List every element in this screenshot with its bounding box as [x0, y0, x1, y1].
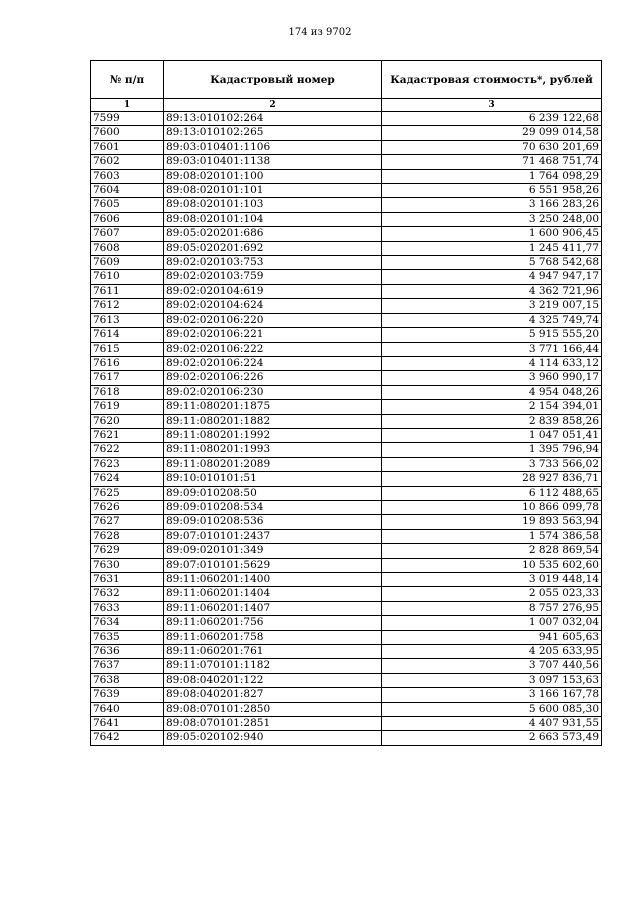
table-row: [91, 155, 602, 169]
table-row: [91, 500, 602, 514]
cadastral-value-cell: 3 733 566,02: [382, 457, 602, 471]
table-row: [91, 414, 602, 428]
table-row: [91, 688, 602, 702]
row-number-cell: 7637: [91, 659, 164, 673]
row-number-cell: 7609: [91, 256, 164, 270]
cadastral-number-cell: 89:05:020201:686: [164, 227, 382, 241]
cadastral-value-cell: 4 325 749,74: [382, 313, 602, 327]
row-number-cell: 7600: [91, 126, 164, 140]
table-row: [91, 659, 602, 673]
row-number-cell: 7642: [91, 731, 164, 745]
column-number-3: 3: [382, 99, 602, 112]
cadastral-value-cell: 1 395 796,94: [382, 443, 602, 457]
table-row: [91, 645, 602, 659]
cadastral-value-cell: 6 112 488,65: [382, 486, 602, 500]
cadastral-number-cell: 89:02:020104:624: [164, 299, 382, 313]
row-number-cell: 7641: [91, 717, 164, 731]
table-row: [91, 241, 602, 255]
cadastral-value-cell: 2 828 869,54: [382, 544, 602, 558]
table-row: [91, 443, 602, 457]
row-number-cell: 7626: [91, 500, 164, 514]
table-row: [91, 515, 602, 529]
row-number-cell: 7621: [91, 428, 164, 442]
cadastral-number-cell: 89:03:010401:1106: [164, 140, 382, 154]
table-row: [91, 472, 602, 486]
row-number-cell: 7629: [91, 544, 164, 558]
cadastral-number-cell: 89:05:020102:940: [164, 731, 382, 745]
cadastral-number-cell: 89:11:060201:756: [164, 616, 382, 630]
cadastral-value-cell: 3 960 990,17: [382, 371, 602, 385]
table-row: [91, 299, 602, 313]
cadastral-value-cell: 4 205 633,95: [382, 645, 602, 659]
table-row: [91, 227, 602, 241]
row-number-cell: 7636: [91, 645, 164, 659]
table-row: [91, 371, 602, 385]
cadastral-value-cell: 29 099 014,58: [382, 126, 602, 140]
cadastral-number-cell: 89:11:080201:1875: [164, 400, 382, 414]
cadastral-number-cell: 89:08:020101:100: [164, 169, 382, 183]
table-row: [91, 313, 602, 327]
row-number-cell: 7606: [91, 212, 164, 226]
table-row: [91, 428, 602, 442]
cadastral-number-cell: 89:09:010208:50: [164, 486, 382, 500]
cadastral-value-cell: 71 468 751,74: [382, 155, 602, 169]
cadastral-value-cell: 2 663 573,49: [382, 731, 602, 745]
row-number-cell: 7612: [91, 299, 164, 313]
row-number-cell: 7620: [91, 414, 164, 428]
cadastral-value-cell: 1 007 032,04: [382, 616, 602, 630]
cadastral-value-cell: 3 219 007,15: [382, 299, 602, 313]
cadastral-value-cell: 3 166 167,78: [382, 688, 602, 702]
cadastral-number-cell: 89:09:010208:534: [164, 500, 382, 514]
row-number-cell: 7625: [91, 486, 164, 500]
cadastral-number-cell: 89:13:010102:264: [164, 112, 382, 126]
table-row: [91, 630, 602, 644]
cadastral-number-cell: 89:11:080201:1993: [164, 443, 382, 457]
cadastral-number-cell: 89:02:020106:220: [164, 313, 382, 327]
table-row: [91, 212, 602, 226]
row-number-cell: 7617: [91, 371, 164, 385]
column-number-1: 1: [91, 99, 164, 112]
table-row: [91, 385, 602, 399]
cadastral-value-cell: 3 250 248,00: [382, 212, 602, 226]
cadastral-value-cell: 1 600 906,45: [382, 227, 602, 241]
table-row: [91, 486, 602, 500]
table-row: [91, 270, 602, 284]
table-row: [91, 717, 602, 731]
row-number-cell: 7608: [91, 241, 164, 255]
table-row: [91, 573, 602, 587]
cadastral-value-cell: 5 768 542,68: [382, 256, 602, 270]
table-row: [91, 529, 602, 543]
cadastral-value-cell: 3 019 448,14: [382, 573, 602, 587]
cadastral-value-table: [90, 60, 602, 746]
cadastral-value-cell: 2 154 394,01: [382, 400, 602, 414]
cadastral-value-cell: 1 574 386,58: [382, 529, 602, 543]
table-row: [91, 601, 602, 615]
cadastral-value-cell: 4 362 721,96: [382, 284, 602, 298]
cadastral-number-cell: 89:02:020103:753: [164, 256, 382, 270]
table-row: [91, 558, 602, 572]
cadastral-value-cell: 2 839 858,26: [382, 414, 602, 428]
table-header-row: [91, 61, 602, 99]
cadastral-value-cell: 4 114 633,12: [382, 356, 602, 370]
cadastral-number-cell: 89:11:080201:1992: [164, 428, 382, 442]
table-row: [91, 342, 602, 356]
row-number-cell: 7602: [91, 155, 164, 169]
table-row: [91, 328, 602, 342]
cadastral-number-cell: 89:02:020106:230: [164, 385, 382, 399]
cadastral-value-cell: 3 771 166,44: [382, 342, 602, 356]
row-number-cell: 7624: [91, 472, 164, 486]
table-row: [91, 184, 602, 198]
cadastral-value-cell: 2 055 023,33: [382, 587, 602, 601]
row-number-cell: 7639: [91, 688, 164, 702]
table-row: [91, 126, 602, 140]
cadastral-number-cell: 89:08:020101:101: [164, 184, 382, 198]
cadastral-number-cell: 89:02:020106:226: [164, 371, 382, 385]
row-number-cell: 7605: [91, 198, 164, 212]
cadastral-number-cell: 89:13:010102:265: [164, 126, 382, 140]
cadastral-number-cell: 89:08:020101:103: [164, 198, 382, 212]
row-number-cell: 7634: [91, 616, 164, 630]
row-number-cell: 7604: [91, 184, 164, 198]
column-number-2: 2: [164, 99, 382, 112]
column-header-number: № п/п: [91, 61, 164, 99]
row-number-cell: 7628: [91, 529, 164, 543]
row-number-cell: 7601: [91, 140, 164, 154]
row-number-cell: 7631: [91, 573, 164, 587]
cadastral-number-cell: 89:11:070101:1182: [164, 659, 382, 673]
row-number-cell: 7627: [91, 515, 164, 529]
table-row: [91, 731, 602, 745]
cadastral-number-cell: 89:08:020101:104: [164, 212, 382, 226]
cadastral-number-cell: 89:02:020106:224: [164, 356, 382, 370]
table-row: [91, 140, 602, 154]
row-number-cell: 7619: [91, 400, 164, 414]
cadastral-value-cell: 19 893 563,94: [382, 515, 602, 529]
cadastral-number-cell: 89:02:020106:221: [164, 328, 382, 342]
table-row: [91, 169, 602, 183]
column-header-cadastral-number: Кадастровый номер: [164, 61, 382, 99]
cadastral-value-cell: 3 707 440,56: [382, 659, 602, 673]
row-number-cell: 7616: [91, 356, 164, 370]
row-number-cell: 7630: [91, 558, 164, 572]
cadastral-number-cell: 89:05:020201:692: [164, 241, 382, 255]
table-row: [91, 457, 602, 471]
cadastral-value-cell: 6 239 122,68: [382, 112, 602, 126]
cadastral-value-cell: 1 245 411,77: [382, 241, 602, 255]
column-number-row: [91, 99, 602, 112]
cadastral-number-cell: 89:11:060201:761: [164, 645, 382, 659]
cadastral-value-cell: 1 764 098,29: [382, 169, 602, 183]
cadastral-number-cell: 89:08:070101:2850: [164, 702, 382, 716]
table-row: [91, 702, 602, 716]
row-number-cell: 7611: [91, 284, 164, 298]
cadastral-number-cell: 89:07:010101:2437: [164, 529, 382, 543]
row-number-cell: 7618: [91, 385, 164, 399]
table-row: [91, 256, 602, 270]
cadastral-number-cell: 89:11:080201:2089: [164, 457, 382, 471]
cadastral-number-cell: 89:08:070101:2851: [164, 717, 382, 731]
cadastral-number-cell: 89:11:060201:1407: [164, 601, 382, 615]
cadastral-number-cell: 89:02:020106:222: [164, 342, 382, 356]
page-number-label: 174 из 9702: [288, 27, 352, 38]
cadastral-number-cell: 89:11:060201:1404: [164, 587, 382, 601]
table-row: [91, 284, 602, 298]
row-number-cell: 7603: [91, 169, 164, 183]
row-number-cell: 7613: [91, 313, 164, 327]
cadastral-value-cell: 10 535 602,60: [382, 558, 602, 572]
row-number-cell: 7632: [91, 587, 164, 601]
cadastral-value-cell: 10 866 099,78: [382, 500, 602, 514]
cadastral-number-cell: 89:03:010401:1138: [164, 155, 382, 169]
cadastral-number-cell: 89:11:060201:758: [164, 630, 382, 644]
table-row: [91, 544, 602, 558]
cadastral-value-cell: 941 605,63: [382, 630, 602, 644]
cadastral-number-cell: 89:09:010208:536: [164, 515, 382, 529]
table-row: [91, 198, 602, 212]
cadastral-value-cell: 4 407 931,55: [382, 717, 602, 731]
table-body: [91, 112, 602, 746]
table-row: [91, 400, 602, 414]
row-number-cell: 7635: [91, 630, 164, 644]
cadastral-number-cell: 89:10:010101:51: [164, 472, 382, 486]
cadastral-number-cell: 89:11:080201:1882: [164, 414, 382, 428]
row-number-cell: 7622: [91, 443, 164, 457]
cadastral-value-cell: 1 047 051,41: [382, 428, 602, 442]
cadastral-value-cell: 5 915 555,20: [382, 328, 602, 342]
cadastral-value-cell: 4 954 048,26: [382, 385, 602, 399]
row-number-cell: 7610: [91, 270, 164, 284]
cadastral-value-cell: 6 551 958,26: [382, 184, 602, 198]
cadastral-value-cell: 70 630 201,69: [382, 140, 602, 154]
cadastral-number-cell: 89:08:040201:827: [164, 688, 382, 702]
row-number-cell: 7599: [91, 112, 164, 126]
cadastral-value-cell: 28 927 836,71: [382, 472, 602, 486]
row-number-cell: 7615: [91, 342, 164, 356]
cadastral-value-cell: 4 947 947,17: [382, 270, 602, 284]
table-row: [91, 356, 602, 370]
row-number-cell: 7623: [91, 457, 164, 471]
row-number-cell: 7614: [91, 328, 164, 342]
cadastral-number-cell: 89:07:010101:5629: [164, 558, 382, 572]
table-row: [91, 112, 602, 126]
cadastral-value-cell: 3 166 283,26: [382, 198, 602, 212]
cadastral-value-cell: 8 757 276,95: [382, 601, 602, 615]
row-number-cell: 7633: [91, 601, 164, 615]
cadastral-number-cell: 89:02:020104:619: [164, 284, 382, 298]
table-row: [91, 616, 602, 630]
row-number-cell: 7607: [91, 227, 164, 241]
row-number-cell: 7640: [91, 702, 164, 716]
column-header-cadastral-value: Кадастровая стоимость*, рублей: [382, 61, 602, 99]
row-number-cell: 7638: [91, 673, 164, 687]
cadastral-value-cell: 5 600 085,30: [382, 702, 602, 716]
cadastral-number-cell: 89:02:020103:759: [164, 270, 382, 284]
cadastral-value-cell: 3 097 153,63: [382, 673, 602, 687]
cadastral-number-cell: 89:11:060201:1400: [164, 573, 382, 587]
table-row: [91, 587, 602, 601]
cadastral-number-cell: 89:09:020101:349: [164, 544, 382, 558]
table-row: [91, 673, 602, 687]
cadastral-number-cell: 89:08:040201:122: [164, 673, 382, 687]
